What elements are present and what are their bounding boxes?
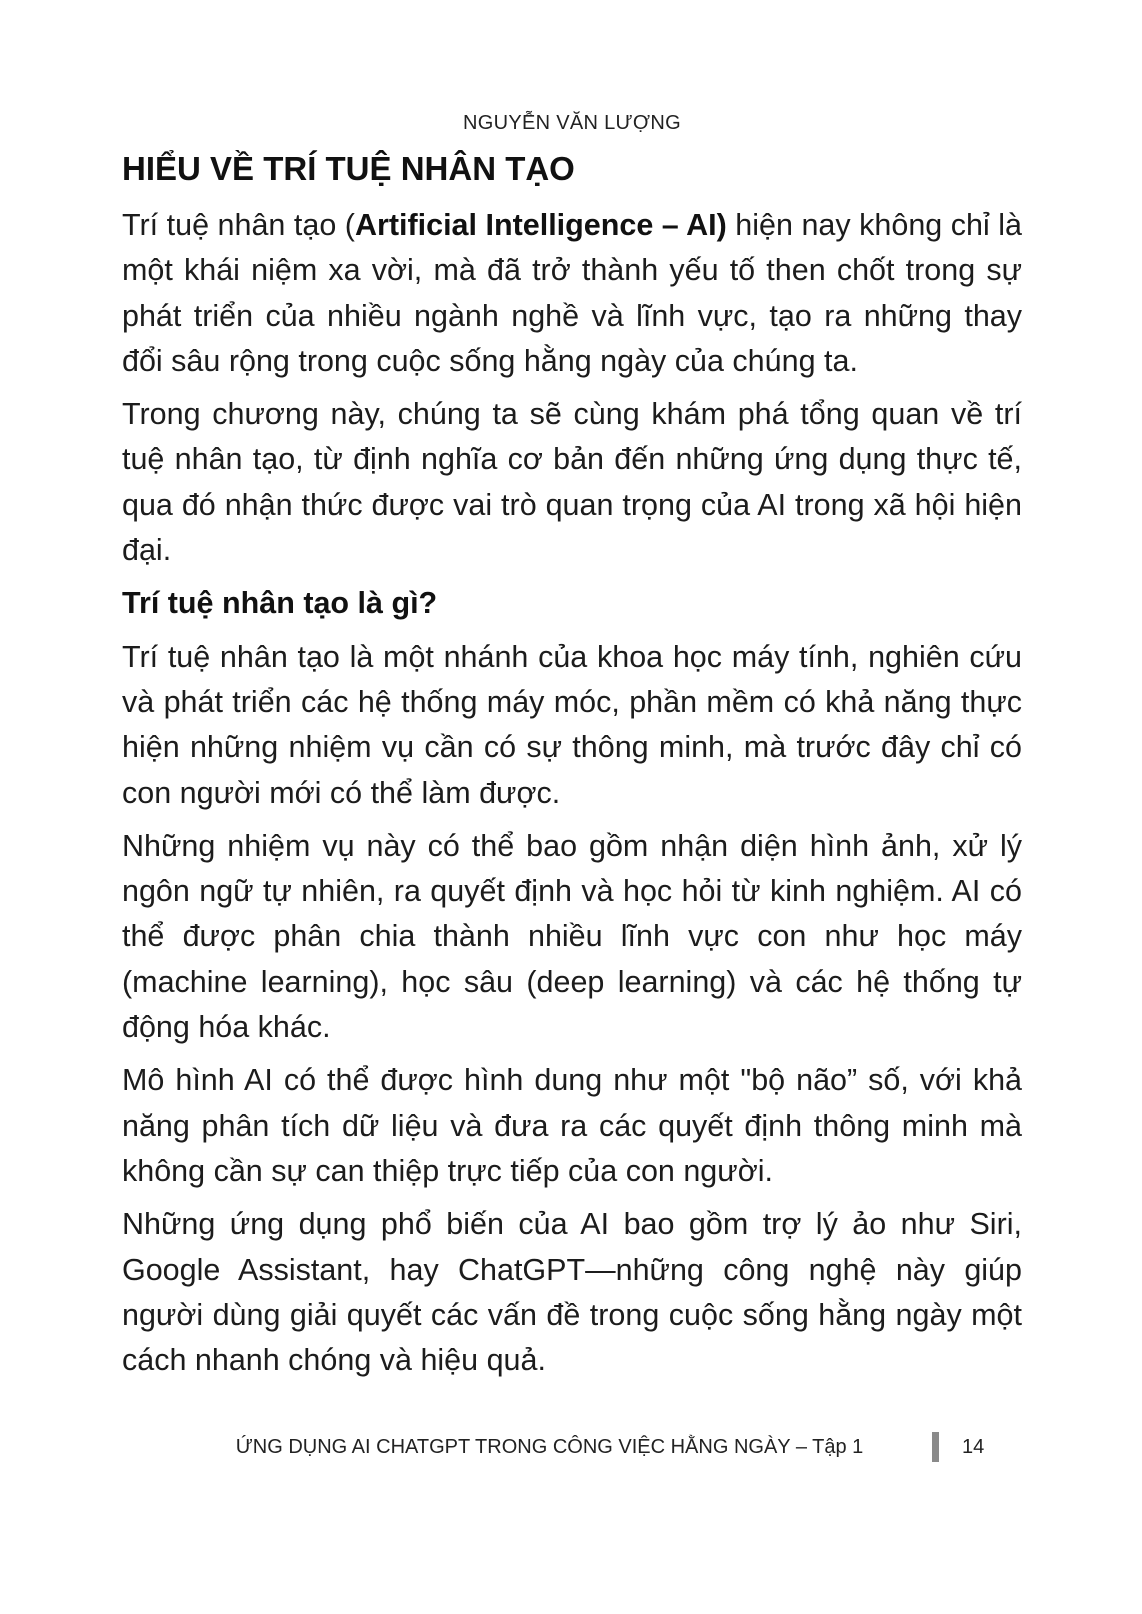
page-footer — [122, 1432, 1022, 1462]
section-heading: Trí tuệ nhân tạo là gì? — [122, 586, 438, 621]
body-paragraph: Trí tuệ nhân tạo là một nhánh của khoa học máy tính, nghiên cứu và phát triển các hệ thống máy móc, phần mềm có khả năng thực hiện những nhiệm vụ cần có sự thông minh, mà trước đây chỉ có con người mới có thể làm được. — [122, 639, 1022, 810]
intro-1-after: hiện nay không chỉ là một khái niệm xa vời, mà đã trở thành yếu tố then chốt trong sự phát triển của nhiều ngành nghề và lĩnh vực, tạo ra những thay đổi sâu rộng trong cuộc sống hằng ngày của chúng ta. — [122, 208, 1022, 378]
running-header-author: NGUYỄN VĂN LƯỢNG — [463, 112, 681, 134]
intro-1-bold-term: Artificial Intelligence – AI) — [354, 208, 727, 242]
book-page — [122, 0, 1022, 1614]
intro-paragraph-1 — [122, 203, 1022, 384]
body-paragraph: Những nhiệm vụ này có thể bao gồm nhận diện hình ảnh, xử lý ngôn ngữ tự nhiên, ra quyết định và học hỏi từ kinh nghiệm. AI có thể được phân chia thành nhiều lĩnh vực con như học máy (machine learning), học sâu (deep learning) và các hệ thống tự động hóa khác. — [122, 828, 1022, 1045]
footer-divider-bar — [932, 1432, 939, 1462]
intro-paragraph-2: Trong chương này, chúng ta sẽ cùng khám phá tổng quan về trí tuệ nhân tạo, từ định nghĩa cơ bản đến những ứng dụng thực tế, qua đó nhận thức được vai trò quan trọng của AI trong xã hội hiện đại. — [122, 397, 1022, 568]
page-content — [122, 203, 1022, 1391]
intro-1-before: Trí tuệ nhân tạo ( — [122, 208, 355, 242]
page-number: 14 — [962, 1436, 985, 1458]
chapter-title: HIỂU VỀ TRÍ TUỆ NHÂN TẠO — [122, 150, 575, 187]
body-paragraph: Mô hình AI có thể được hình dung như một "bộ não” số, với khả năng phân tích dữ liệu và đưa ra các quyết định thông minh mà không cần sự can thiệp trực tiếp của con người. — [122, 1063, 1022, 1188]
footer-book-title: ỨNG DỤNG AI CHATGPT TRONG CÔNG VIỆC HẰNG NGÀY – Tập 1 — [235, 1436, 864, 1458]
body-paragraph: Những ứng dụng phổ biến của AI bao gồm trợ lý ảo như Siri, Google Assistant, hay ChatGPT—những công nghệ này giúp người dùng giải quyết các vấn đề trong cuộc sống hằng ngày một cách nhanh chóng và hiệu quả. — [122, 1207, 1022, 1378]
